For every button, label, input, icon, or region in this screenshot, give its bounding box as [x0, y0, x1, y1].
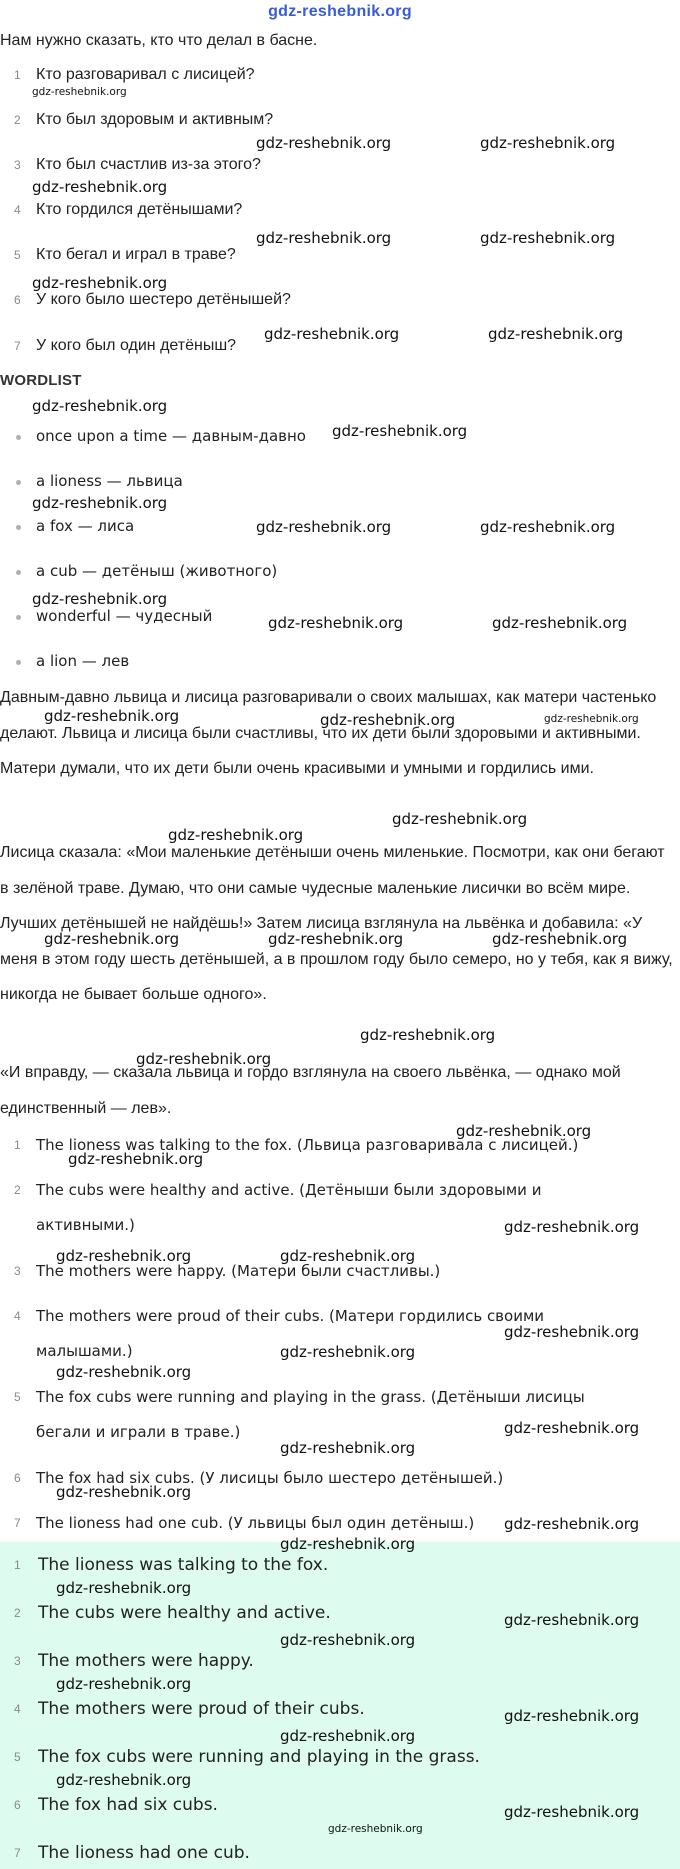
bullet-icon: [16, 615, 21, 620]
final-answer-text: The mothers were happy.: [38, 1651, 254, 1671]
watermark: gdz-reshebnik.org: [332, 422, 468, 440]
question-number: 5: [14, 248, 21, 262]
question-text: Кто бегал и играл в траве?: [36, 246, 236, 263]
watermark: gdz-reshebnik.org: [136, 1050, 272, 1068]
final-answer-number: 3: [14, 1654, 21, 1668]
story-paragraph: Лисица сказала: «Мои маленькие детёныши очень миленькие. Посмотри, как они бегают в зелёной траве. Думаю, что они самые чудесные маленькие лисички во всём мире. Лучших детёнышей не найдёшь!» Затем лисица взглянула на львёнка и добавила: «У меня в этом году шесть детёнышей, а в прошлом году было семеро, но у тебя, как я вижу, никогда не бывает больше одного».: [0, 844, 673, 1003]
answer-number: 5: [14, 1390, 21, 1404]
watermark: gdz-reshebnik.org: [44, 930, 180, 948]
watermark: gdz-reshebnik.org: [68, 1150, 204, 1168]
watermark: gdz-reshebnik.org: [56, 1363, 192, 1381]
answer-text: The mothers were happy. (Матери были счастливы.): [36, 1262, 441, 1280]
answer-text: The fox had six cubs. (У лисицы было шестеро детёнышей.): [36, 1469, 504, 1487]
story-paragraph: «И вправду, — сказала львица и гордо взглянула на своего львёнка, — однако мой единственный — лев».: [0, 1064, 621, 1117]
watermark: gdz-reshebnik.org: [256, 134, 392, 152]
watermark: gdz-reshebnik.org: [44, 707, 180, 725]
watermark: gdz-reshebnik.org: [480, 229, 616, 247]
watermark: gdz-reshebnik.org: [492, 614, 628, 632]
watermark: gdz-reshebnik.org: [280, 1343, 416, 1361]
answer-number: 7: [14, 1516, 21, 1530]
final-answer-number: 5: [14, 1750, 21, 1764]
watermark: gdz-reshebnik.org: [168, 826, 304, 844]
bullet-icon: [16, 660, 21, 665]
question-number: 3: [14, 158, 21, 172]
watermark: gdz-reshebnik.org: [280, 1535, 416, 1553]
watermark: gdz-reshebnik.org: [32, 590, 168, 608]
watermark: gdz-reshebnik.org: [256, 229, 392, 247]
final-answer-number: 6: [14, 1798, 21, 1812]
answer-text: The lioness had one cub. (У львицы был один детёныш.): [36, 1514, 475, 1532]
bullet-icon: [16, 435, 21, 440]
bullet-icon: [16, 525, 21, 530]
answer-text: The cubs were healthy and active. (Детёныши были здоровыми и активными.): [36, 1181, 542, 1234]
answer-number: 2: [14, 1183, 21, 1197]
watermark: gdz-reshebnik.org: [32, 274, 168, 292]
watermark: gdz-reshebnik.org: [56, 1579, 192, 1597]
watermark: gdz-reshebnik.org: [504, 1611, 640, 1629]
wordlist-text: wonderful — чудесный: [36, 607, 213, 625]
question-text: Кто гордился детёнышами?: [36, 201, 243, 218]
question-text: Кто был счастлив из-за этого?: [36, 156, 261, 173]
watermark: gdz-reshebnik.org: [360, 1026, 496, 1044]
watermark: gdz-reshebnik.org: [32, 397, 168, 415]
watermark: gdz-reshebnik.org: [488, 325, 624, 343]
watermark: gdz-reshebnik.org: [504, 1323, 640, 1341]
watermark: gdz-reshebnik.org: [504, 1803, 640, 1821]
question-text: У кого был один детёныш?: [36, 337, 237, 354]
question-number: 2: [14, 113, 21, 127]
watermark: gdz-reshebnik.org: [328, 1823, 423, 1835]
final-answer-text: The fox had six cubs.: [38, 1795, 218, 1815]
final-answer-number: 4: [14, 1702, 21, 1716]
bullet-icon: [16, 480, 21, 485]
final-answer-text: The lioness was talking to the fox.: [38, 1555, 329, 1575]
answer-text: The lioness was talking to the fox. (Львица разговаривала с лисицей.): [36, 1136, 579, 1154]
watermark: gdz-reshebnik.org: [268, 614, 404, 632]
wordlist-text: a cub — детёныш (животного): [36, 562, 278, 580]
watermark: gdz-reshebnik.org: [492, 930, 628, 948]
task-intro: Нам нужно сказать, кто что делал в басне.: [0, 32, 318, 49]
final-answer-text: The cubs were healthy and active.: [38, 1603, 331, 1623]
answer-text: The fox cubs were running and playing in the grass. (Детёныши лисицы бегали и играли в траве.): [36, 1388, 585, 1441]
site-header-link[interactable]: gdz-reshebnik.org: [268, 3, 412, 20]
watermark: gdz-reshebnik.org: [480, 134, 616, 152]
watermark: gdz-reshebnik.org: [504, 1419, 640, 1437]
watermark: gdz-reshebnik.org: [504, 1515, 640, 1533]
question-number: 7: [14, 339, 21, 353]
watermark: gdz-reshebnik.org: [480, 518, 616, 536]
watermark: gdz-reshebnik.org: [280, 1247, 416, 1265]
watermark: gdz-reshebnik.org: [280, 1631, 416, 1649]
watermark: gdz-reshebnik.org: [56, 1771, 192, 1789]
watermark: gdz-reshebnik.org: [264, 325, 400, 343]
watermark: gdz-reshebnik.org: [268, 930, 404, 948]
answer-number: 3: [14, 1264, 21, 1278]
question-text: У кого было шестеро детёнышей?: [36, 291, 291, 308]
watermark: gdz-reshebnik.org: [32, 494, 168, 512]
watermark: gdz-reshebnik.org: [56, 1483, 192, 1501]
answer-number: 4: [14, 1309, 21, 1323]
final-answer-text: The mothers were proud of their cubs.: [38, 1699, 365, 1719]
watermark: gdz-reshebnik.org: [392, 810, 528, 828]
watermark: gdz-reshebnik.org: [504, 1707, 640, 1725]
watermark: gdz-reshebnik.org: [32, 86, 127, 98]
wordlist-text: a fox — лиса: [36, 517, 135, 535]
answer-number: 1: [14, 1138, 21, 1152]
wordlist-text: a lion — лев: [36, 652, 130, 670]
watermark: gdz-reshebnik.org: [456, 1122, 592, 1140]
question-text: Кто разговаривал с лисицей?: [36, 66, 255, 83]
question-number: 6: [14, 293, 21, 307]
question-number: 1: [14, 68, 21, 82]
wordlist-text: a lioness — львица: [36, 472, 183, 490]
watermark: gdz-reshebnik.org: [504, 1218, 640, 1236]
answer-text: The mothers were proud of their cubs. (Матери гордились своими малышами.): [36, 1307, 545, 1360]
final-answer-number: 1: [14, 1558, 21, 1572]
bullet-icon: [16, 570, 21, 575]
answer-number: 6: [14, 1471, 21, 1485]
watermark: gdz-reshebnik.org: [320, 711, 456, 729]
watermark: gdz-reshebnik.org: [280, 1439, 416, 1457]
question-number: 4: [14, 203, 21, 217]
watermark: gdz-reshebnik.org: [544, 713, 639, 725]
story-paragraph: Давным-давно львица и лисица разговаривали о своих малышах, как матери частенько делают. Львица и лисица были счастливы, что их дети были здоровыми и активными. Матери думали, что их дети были очень красивыми и умными и гордились ими.: [0, 689, 657, 777]
final-answer-number: 2: [14, 1606, 21, 1620]
final-answer-number: 7: [14, 1846, 21, 1860]
watermark: gdz-reshebnik.org: [56, 1675, 192, 1693]
final-answer-text: The lioness had one cub.: [38, 1843, 250, 1863]
watermark: gdz-reshebnik.org: [256, 518, 392, 536]
wordlist-heading: WORDLIST: [0, 372, 82, 389]
final-answer-text: The fox cubs were running and playing in the grass.: [38, 1747, 480, 1767]
watermark: gdz-reshebnik.org: [280, 1727, 416, 1745]
wordlist-text: once upon a time — давным-давно: [36, 427, 306, 445]
question-text: Кто был здоровым и активным?: [36, 111, 274, 128]
watermark: gdz-reshebnik.org: [56, 1247, 192, 1265]
watermark: gdz-reshebnik.org: [32, 178, 168, 196]
